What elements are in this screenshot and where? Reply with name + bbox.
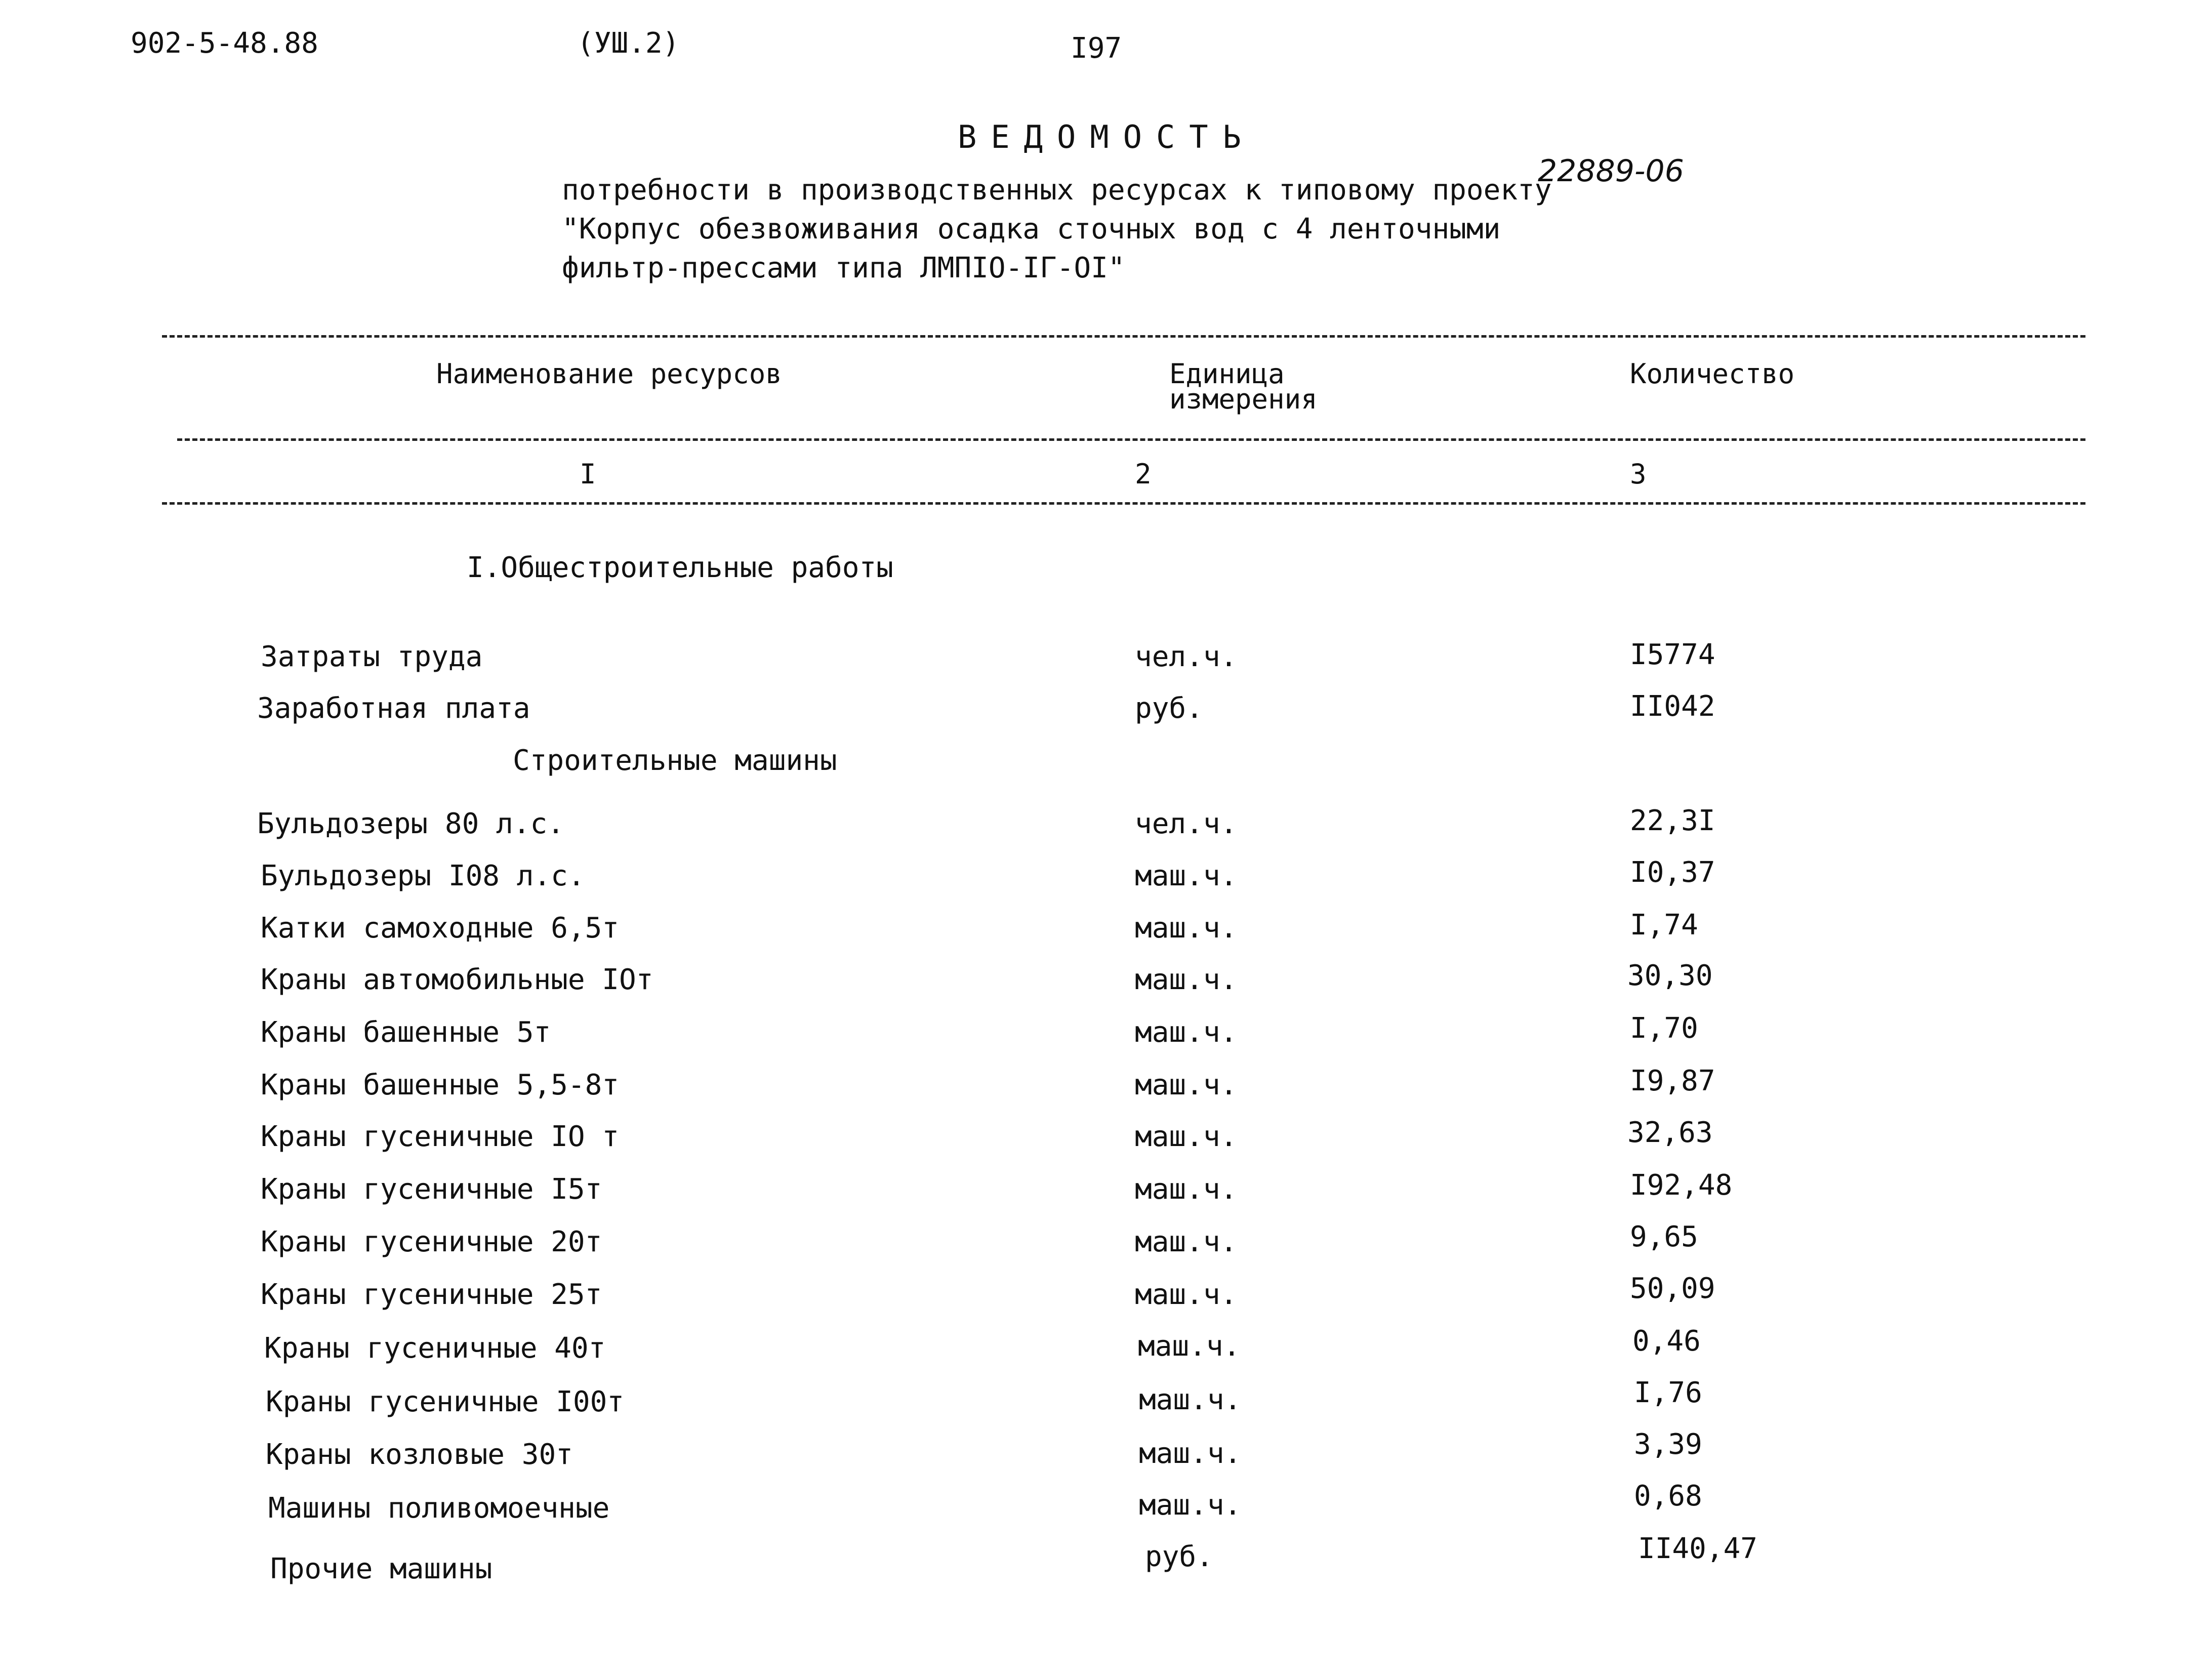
- row-quantity: 9,65: [1630, 1220, 1698, 1253]
- row-name: Краны башенные 5,5-8т: [261, 1069, 620, 1101]
- row-name: Краны гусеничные 25т: [261, 1278, 602, 1311]
- row-unit: маш.ч.: [1135, 1173, 1238, 1206]
- row-unit: чел.ч.: [1135, 807, 1238, 840]
- row-unit: маш.ч.: [1139, 1489, 1242, 1522]
- row-unit: чел.ч.: [1135, 640, 1238, 673]
- header-quantity: Количество: [1630, 358, 1795, 390]
- row-name: Заработная плата: [257, 692, 530, 725]
- row-name: Краны козловые 30т: [266, 1438, 573, 1471]
- row-name: Бульдозеры 80 л.с.: [257, 807, 564, 840]
- row-quantity: I,70: [1630, 1012, 1698, 1045]
- row-unit: маш.ч.: [1135, 1226, 1238, 1258]
- row-unit: маш.ч.: [1135, 912, 1238, 945]
- subtitle-line-1: потребности в производственных ресурсах к типовому проекту: [562, 174, 1552, 207]
- row-unit: маш.ч.: [1135, 1120, 1238, 1153]
- handwritten-number: 22889-06: [1538, 153, 1684, 189]
- header-bottom-rule: [162, 502, 2085, 505]
- row-name: Краны гусеничные IО т: [261, 1120, 620, 1153]
- row-quantity: I92,48: [1630, 1169, 1733, 1202]
- row-quantity: I,74: [1630, 909, 1698, 942]
- row-unit: маш.ч.: [1135, 1278, 1238, 1311]
- row-unit: маш.ч.: [1135, 1069, 1238, 1101]
- row-quantity: 32,63: [1627, 1116, 1713, 1149]
- header-resource-name: Наименование ресурсов: [436, 358, 782, 390]
- volume-label: (УШ.2): [577, 27, 680, 60]
- section-title: I.Общестроительные работы: [467, 551, 893, 584]
- row-name: Краны гусеничные I00т: [266, 1385, 625, 1418]
- column-number-3: 3: [1630, 458, 1647, 490]
- header-unit-line-1: Единица: [1169, 358, 1285, 390]
- row-name: Машины поливомоечные: [268, 1492, 610, 1525]
- subtitle-line-2: "Корпус обезвоживания осадка сточных вод с 4 ленточными: [562, 213, 1501, 246]
- document-code: 902-5-48.88: [131, 27, 318, 60]
- page-number: I97: [1071, 32, 1122, 65]
- row-quantity: 50,09: [1630, 1272, 1715, 1305]
- row-quantity: 0,68: [1634, 1480, 1702, 1513]
- row-unit: маш.ч.: [1139, 1437, 1242, 1470]
- row-quantity: II042: [1630, 690, 1715, 723]
- document-title: ВЕДОМОСТЬ: [958, 118, 1255, 155]
- header-unit-line-2: измерения: [1169, 383, 1318, 415]
- row-quantity: 30,30: [1627, 959, 1713, 992]
- row-quantity: I5774: [1630, 638, 1715, 671]
- row-name: Затраты труда: [261, 640, 483, 673]
- row-unit: маш.ч.: [1138, 1330, 1241, 1363]
- row-quantity: 22,3I: [1630, 804, 1715, 837]
- header-mid-rule: [177, 438, 2085, 441]
- row-name: Краны гусеничные I5т: [261, 1173, 602, 1206]
- row-name: Бульдозеры I08 л.с.: [261, 860, 585, 892]
- column-number-2: 2: [1135, 458, 1152, 490]
- row-quantity: 3,39: [1634, 1428, 1702, 1461]
- table-top-rule: [162, 335, 2085, 338]
- row-unit: маш.ч.: [1135, 1016, 1238, 1049]
- row-name: Прочие машины: [270, 1553, 493, 1585]
- row-unit: маш.ч.: [1135, 963, 1238, 996]
- row-quantity: I0,37: [1630, 856, 1715, 889]
- row-name: Краны башенные 5т: [261, 1016, 551, 1049]
- row-unit: маш.ч.: [1135, 860, 1238, 892]
- row-quantity: II40,47: [1638, 1532, 1758, 1565]
- row-name: Катки самоходные 6,5т: [261, 912, 620, 945]
- row-unit: руб.: [1145, 1540, 1213, 1573]
- subtitle-line-3: фильтр-прессами типа ЛМПIО-IГ-ОI": [562, 252, 1125, 284]
- row-quantity: I,76: [1634, 1376, 1702, 1409]
- row-name: Краны гусеничные 20т: [261, 1226, 602, 1258]
- row-quantity: I9,87: [1630, 1065, 1715, 1097]
- row-name: Краны автомобильные IОт: [261, 963, 653, 996]
- row-unit: маш.ч.: [1139, 1383, 1242, 1416]
- row-quantity: 0,46: [1632, 1325, 1701, 1358]
- subsection-title: Строительные машины: [513, 744, 837, 777]
- row-name: Краны гусеничные 40т: [264, 1332, 606, 1365]
- column-number-1: I: [580, 458, 596, 490]
- row-unit: руб.: [1135, 692, 1203, 725]
